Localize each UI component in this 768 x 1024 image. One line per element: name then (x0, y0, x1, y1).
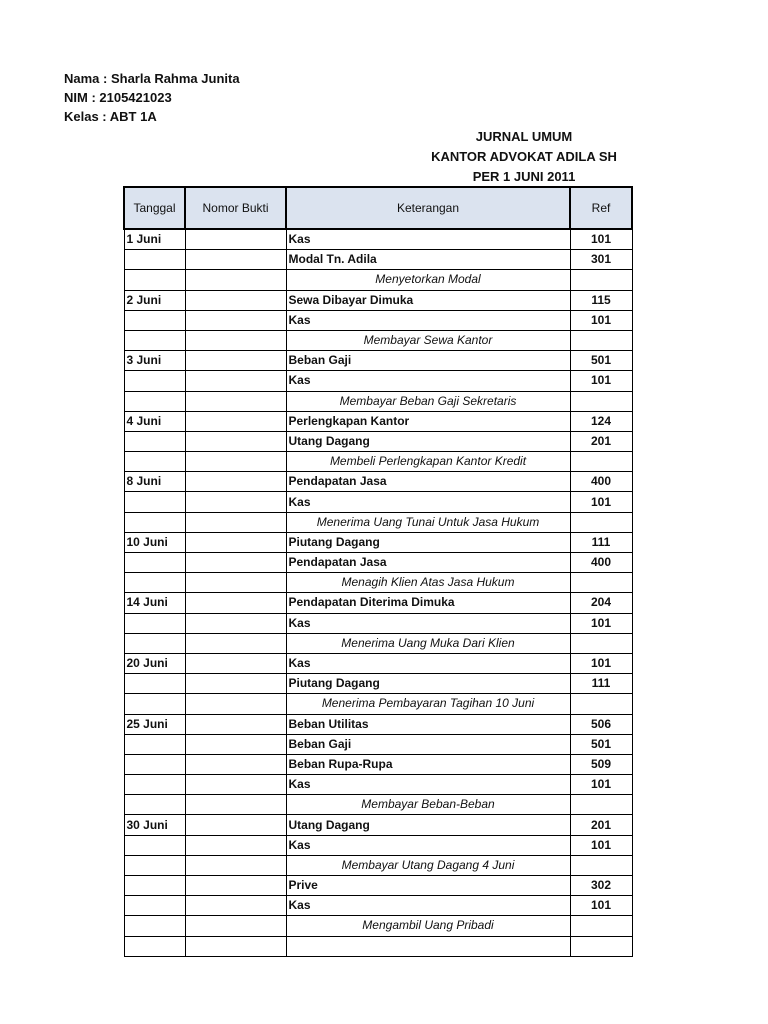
table-row (124, 250, 632, 270)
cell-ref (570, 391, 632, 411)
cell-keterangan (286, 936, 570, 956)
cell-keterangan-description: Menerima Uang Muka Dari Klien (286, 633, 570, 653)
cell-keterangan: Piutang Dagang (286, 532, 570, 552)
cell-tanggal (124, 452, 185, 472)
cell-nomor-bukti (185, 391, 286, 411)
cell-tanggal (124, 795, 185, 815)
cell-tanggal (124, 633, 185, 653)
cell-nomor-bukti (185, 653, 286, 673)
cell-nomor-bukti (185, 512, 286, 532)
table-row (124, 815, 632, 835)
cell-ref: 506 (570, 714, 632, 734)
table-row (124, 714, 632, 734)
cell-ref: 400 (570, 553, 632, 573)
cell-tanggal (124, 694, 185, 714)
cell-keterangan-description: Membayar Utang Dagang 4 Juni (286, 855, 570, 875)
cell-tanggal: 2 Juni (124, 290, 185, 310)
cell-tanggal (124, 896, 185, 916)
column-header-keterangan: Keterangan (286, 187, 570, 229)
cell-tanggal: 3 Juni (124, 351, 185, 371)
cell-ref: 101 (570, 896, 632, 916)
table-row (124, 855, 632, 875)
cell-nomor-bukti (185, 330, 286, 350)
table-row (124, 896, 632, 916)
cell-nomor-bukti (185, 250, 286, 270)
table-row (124, 916, 632, 936)
table-row (124, 472, 632, 492)
cell-ref: 400 (570, 472, 632, 492)
cell-nomor-bukti (185, 452, 286, 472)
cell-tanggal: 14 Juni (124, 593, 185, 613)
cell-tanggal (124, 674, 185, 694)
cell-nomor-bukti (185, 290, 286, 310)
cell-tanggal: 20 Juni (124, 653, 185, 673)
title-line-3: PER 1 JUNI 2011 (472, 169, 576, 184)
cell-keterangan-description: Membayar Sewa Kantor (286, 330, 570, 350)
cell-keterangan: Modal Tn. Adila (286, 250, 570, 270)
cell-tanggal (124, 754, 185, 774)
table-row (124, 633, 632, 653)
table-row (124, 795, 632, 815)
cell-tanggal (124, 916, 185, 936)
cell-ref: 204 (570, 593, 632, 613)
student-nim: NIM : 2105421023 (64, 90, 172, 105)
cell-ref: 302 (570, 876, 632, 896)
cell-ref: 124 (570, 411, 632, 431)
cell-nomor-bukti (185, 613, 286, 633)
cell-tanggal (124, 310, 185, 330)
cell-tanggal: 8 Juni (124, 472, 185, 492)
cell-tanggal (124, 835, 185, 855)
cell-nomor-bukti (185, 896, 286, 916)
cell-tanggal (124, 431, 185, 451)
cell-nomor-bukti (185, 815, 286, 835)
title-line-2: KANTOR ADVOKAT ADILA SH (431, 149, 617, 164)
cell-nomor-bukti (185, 734, 286, 754)
cell-tanggal (124, 371, 185, 391)
cell-keterangan: Pendapatan Diterima Dimuka (286, 593, 570, 613)
table-row (124, 229, 632, 250)
document-title (400, 127, 648, 187)
cell-ref: 101 (570, 835, 632, 855)
table-row (124, 653, 632, 673)
cell-ref (570, 694, 632, 714)
cell-nomor-bukti (185, 431, 286, 451)
table-header-row (124, 187, 632, 229)
table-row (124, 492, 632, 512)
cell-ref: 201 (570, 431, 632, 451)
cell-ref: 101 (570, 229, 632, 250)
cell-nomor-bukti (185, 936, 286, 956)
cell-keterangan: Kas (286, 371, 570, 391)
cell-tanggal (124, 391, 185, 411)
cell-nomor-bukti (185, 754, 286, 774)
cell-nomor-bukti (185, 351, 286, 371)
cell-nomor-bukti (185, 775, 286, 795)
title-line-1: JURNAL UMUM (475, 129, 573, 144)
cell-keterangan: Kas (286, 653, 570, 673)
cell-tanggal: 4 Juni (124, 411, 185, 431)
cell-keterangan: Kas (286, 775, 570, 795)
cell-nomor-bukti (185, 795, 286, 815)
cell-nomor-bukti (185, 532, 286, 552)
table-row (124, 371, 632, 391)
table-row (124, 351, 632, 371)
cell-keterangan-description: Membayar Beban-Beban (286, 795, 570, 815)
cell-nomor-bukti (185, 633, 286, 653)
cell-ref: 501 (570, 734, 632, 754)
cell-nomor-bukti (185, 492, 286, 512)
cell-nomor-bukti (185, 270, 286, 290)
student-info (64, 69, 240, 126)
table-row (124, 553, 632, 573)
cell-keterangan: Pendapatan Jasa (286, 472, 570, 492)
cell-tanggal (124, 855, 185, 875)
cell-tanggal (124, 492, 185, 512)
cell-ref: 101 (570, 492, 632, 512)
table-row (124, 330, 632, 350)
cell-nomor-bukti (185, 835, 286, 855)
cell-keterangan-description: Menerima Pembayaran Tagihan 10 Juni (286, 694, 570, 714)
cell-ref (570, 633, 632, 653)
column-header-tanggal: Tanggal (124, 187, 185, 229)
cell-tanggal (124, 512, 185, 532)
table-row (124, 936, 632, 956)
cell-keterangan: Utang Dagang (286, 431, 570, 451)
table-row (124, 532, 632, 552)
table-row (124, 593, 632, 613)
cell-keterangan: Sewa Dibayar Dimuka (286, 290, 570, 310)
cell-tanggal (124, 734, 185, 754)
cell-ref: 111 (570, 674, 632, 694)
cell-ref: 101 (570, 775, 632, 795)
cell-ref: 301 (570, 250, 632, 270)
cell-keterangan: Beban Utilitas (286, 714, 570, 734)
cell-tanggal: 10 Juni (124, 532, 185, 552)
table-row (124, 512, 632, 532)
student-class: Kelas : ABT 1A (64, 109, 157, 124)
cell-ref: 509 (570, 754, 632, 774)
table-row (124, 431, 632, 451)
journal-body (124, 229, 632, 956)
table-row (124, 290, 632, 310)
cell-nomor-bukti (185, 310, 286, 330)
cell-keterangan: Beban Gaji (286, 351, 570, 371)
table-row (124, 835, 632, 855)
cell-tanggal (124, 573, 185, 593)
cell-tanggal (124, 775, 185, 795)
cell-nomor-bukti (185, 229, 286, 250)
cell-ref: 101 (570, 310, 632, 330)
cell-keterangan: Beban Gaji (286, 734, 570, 754)
cell-ref: 115 (570, 290, 632, 310)
table-row (124, 876, 632, 896)
cell-keterangan-description: Menerima Uang Tunai Untuk Jasa Hukum (286, 512, 570, 532)
column-header-ref: Ref (570, 187, 632, 229)
cell-keterangan: Beban Rupa-Rupa (286, 754, 570, 774)
cell-tanggal (124, 270, 185, 290)
table-row (124, 452, 632, 472)
cell-keterangan-description: Menagih Klien Atas Jasa Hukum (286, 573, 570, 593)
cell-nomor-bukti (185, 674, 286, 694)
cell-tanggal: 30 Juni (124, 815, 185, 835)
cell-keterangan: Kas (286, 229, 570, 250)
cell-ref (570, 573, 632, 593)
cell-nomor-bukti (185, 855, 286, 875)
cell-keterangan: Kas (286, 492, 570, 512)
cell-ref (570, 270, 632, 290)
cell-ref: 101 (570, 613, 632, 633)
cell-ref: 101 (570, 653, 632, 673)
table-row (124, 310, 632, 330)
table-row (124, 734, 632, 754)
column-header-nomor-bukti: Nomor Bukti (185, 187, 286, 229)
cell-tanggal (124, 250, 185, 270)
cell-keterangan-description: Membayar Beban Gaji Sekretaris (286, 391, 570, 411)
cell-tanggal (124, 613, 185, 633)
cell-ref (570, 795, 632, 815)
cell-keterangan: Kas (286, 613, 570, 633)
cell-ref: 111 (570, 532, 632, 552)
cell-tanggal (124, 876, 185, 896)
cell-ref (570, 452, 632, 472)
cell-ref (570, 855, 632, 875)
table-row (124, 391, 632, 411)
cell-tanggal: 1 Juni (124, 229, 185, 250)
cell-tanggal (124, 553, 185, 573)
cell-nomor-bukti (185, 371, 286, 391)
table-row (124, 674, 632, 694)
cell-nomor-bukti (185, 553, 286, 573)
cell-ref: 501 (570, 351, 632, 371)
table-row (124, 613, 632, 633)
cell-ref (570, 330, 632, 350)
cell-keterangan-description: Mengambil Uang Pribadi (286, 916, 570, 936)
cell-tanggal (124, 936, 185, 956)
table-row (124, 411, 632, 431)
cell-keterangan: Utang Dagang (286, 815, 570, 835)
cell-keterangan: Piutang Dagang (286, 674, 570, 694)
cell-keterangan: Prive (286, 876, 570, 896)
cell-nomor-bukti (185, 714, 286, 734)
cell-nomor-bukti (185, 876, 286, 896)
cell-nomor-bukti (185, 573, 286, 593)
cell-nomor-bukti (185, 694, 286, 714)
cell-keterangan-description: Menyetorkan Modal (286, 270, 570, 290)
student-name: Nama : Sharla Rahma Junita (64, 71, 240, 86)
table-row (124, 775, 632, 795)
journal-table (123, 186, 633, 957)
cell-nomor-bukti (185, 593, 286, 613)
cell-keterangan: Kas (286, 310, 570, 330)
cell-ref: 201 (570, 815, 632, 835)
table-row (124, 694, 632, 714)
table-row (124, 754, 632, 774)
cell-ref: 101 (570, 371, 632, 391)
cell-tanggal (124, 330, 185, 350)
cell-tanggal: 25 Juni (124, 714, 185, 734)
cell-keterangan-description: Membeli Perlengkapan Kantor Kredit (286, 452, 570, 472)
cell-keterangan: Pendapatan Jasa (286, 553, 570, 573)
cell-nomor-bukti (185, 472, 286, 492)
cell-keterangan: Kas (286, 835, 570, 855)
cell-nomor-bukti (185, 411, 286, 431)
cell-ref (570, 512, 632, 532)
table-row (124, 573, 632, 593)
cell-ref (570, 936, 632, 956)
cell-keterangan: Kas (286, 896, 570, 916)
cell-keterangan: Perlengkapan Kantor (286, 411, 570, 431)
cell-ref (570, 916, 632, 936)
cell-nomor-bukti (185, 916, 286, 936)
table-row (124, 270, 632, 290)
